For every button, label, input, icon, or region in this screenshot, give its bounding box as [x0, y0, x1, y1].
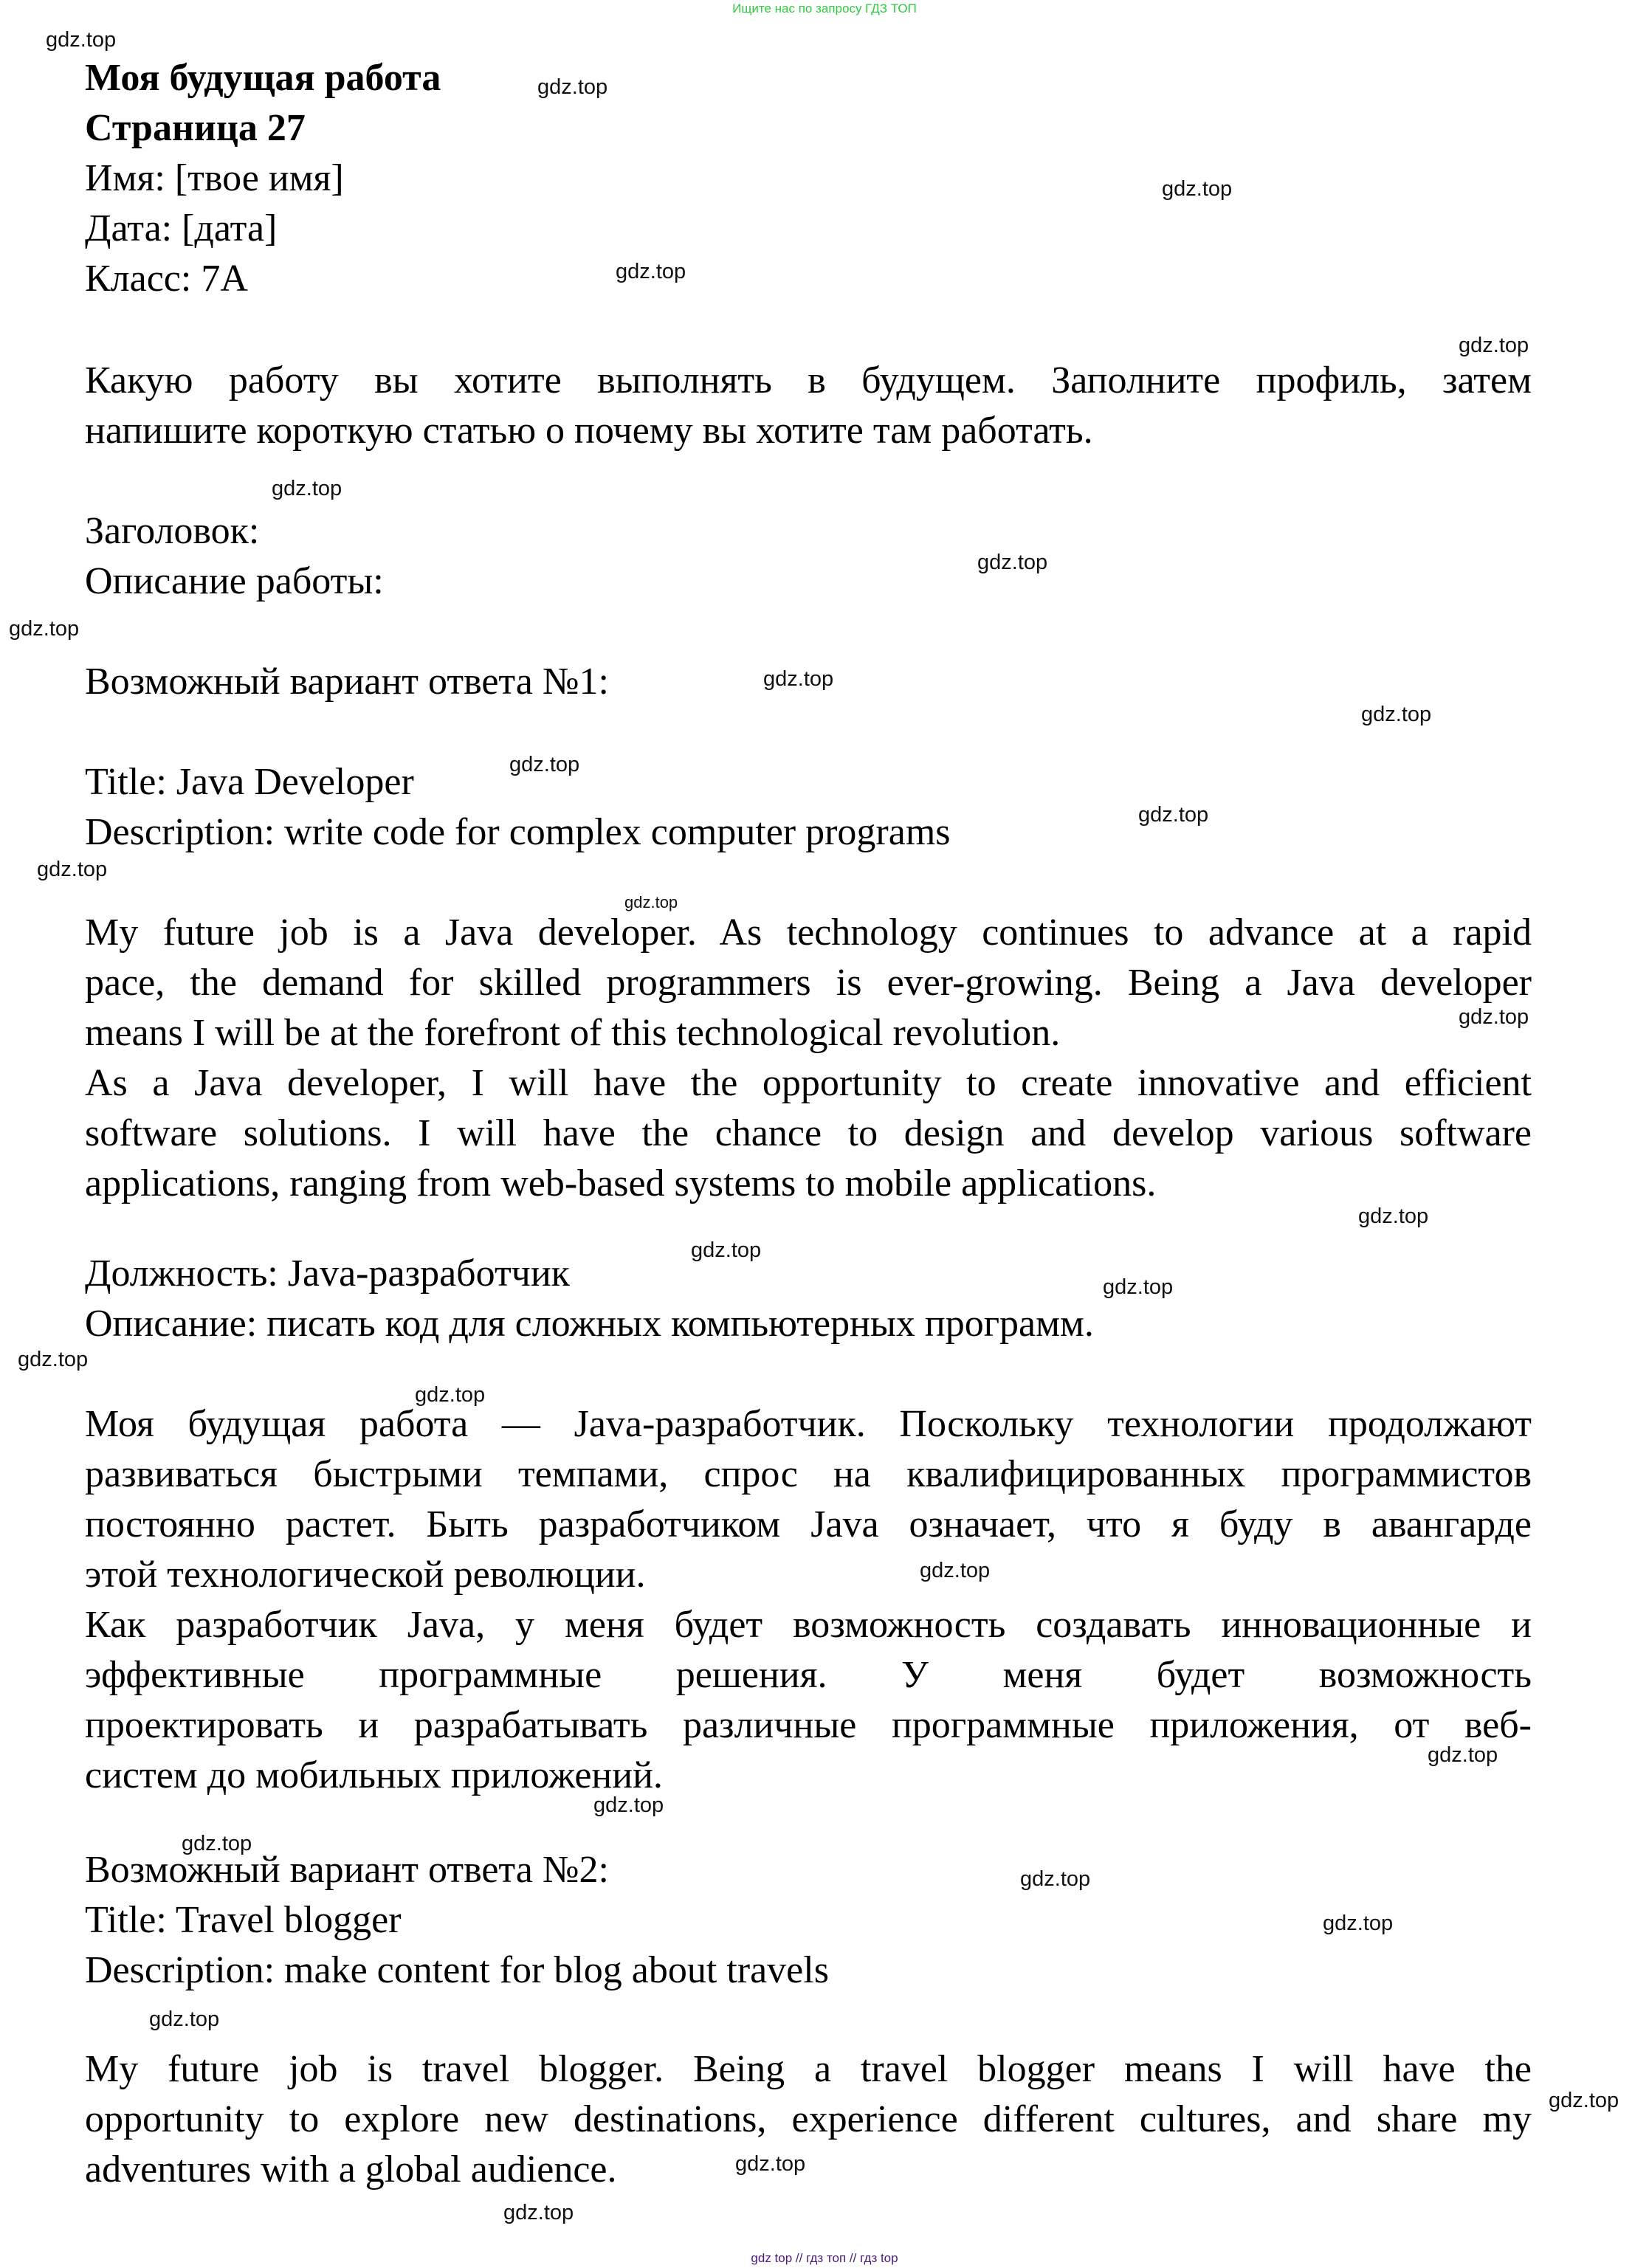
- watermark: gdz.top: [1459, 334, 1529, 357]
- essay-line: pace, the demand for skilled programmers is ever-growing. Being a Java developer: [85, 962, 1532, 1004]
- watermark: gdz.top: [149, 2007, 220, 2031]
- watermark: gdz.top: [1361, 703, 1432, 726]
- watermark: gdz.top: [977, 551, 1048, 574]
- essay-line: opportunity to explore new destinations, experience different cultures, and share my: [85, 2098, 1532, 2140]
- essay-line: систем до мобильных приложений.: [85, 1754, 663, 1796]
- essay-line: As a Java developer, I will have the opportunity to create innovative and efficient: [85, 1062, 1532, 1104]
- watermark: gdz.top: [1138, 803, 1209, 827]
- answer1-essay-ru-paragraph-1: [85, 1399, 1532, 1600]
- essay-line: adventures with a global audience.: [85, 2148, 617, 2191]
- answer1-title-ru: Должность: Java-разработчик: [85, 1252, 570, 1295]
- name-field: Имя: [твое имя]: [85, 157, 344, 199]
- essay-line: развиваться быстрыми темпами, спрос на квалифицированных программистов: [85, 1453, 1532, 1495]
- answer1-essay-en-paragraph-1: [85, 908, 1532, 1058]
- watermark: gdz.top: [182, 1832, 252, 1855]
- watermark: gdz.top: [1549, 2089, 1619, 2112]
- watermark: gdz.top: [503, 2201, 574, 2224]
- essay-line: software solutions. I will have the chance to design and develop various software: [85, 1112, 1532, 1154]
- essay-line: этой технологической революции.: [85, 1554, 646, 1596]
- answer1-title: Title: Java Developer: [85, 761, 414, 803]
- answer1-heading: Возможный вариант ответа №1:: [85, 661, 609, 703]
- form-description-label: Описание работы:: [85, 560, 384, 602]
- watermark: gdz.top: [272, 477, 342, 500]
- class-field: Класс: 7А: [85, 258, 248, 300]
- essay-line: Как разработчик Java, у меня будет возможность создавать инновационные и: [85, 1604, 1532, 1646]
- watermark: gdz.top: [691, 1238, 762, 1262]
- watermark: gdz.top: [624, 893, 678, 911]
- essay-line: постоянно растет. Быть разработчиком Java означает, что я буду в авангарде: [85, 1503, 1532, 1545]
- document-title: Моя будущая работа: [85, 57, 441, 99]
- bottom-banner[interactable]: gdz top // гдз топ // гдз top: [751, 2251, 898, 2265]
- watermark: gdz.top: [46, 28, 117, 52]
- answer1-description-ru: Описание: писать код для сложных компьютерных программ.: [85, 1303, 1094, 1345]
- watermark: gdz.top: [1323, 1912, 1394, 1935]
- task-line: напишите короткую статью о почему вы хотите там работать.: [85, 410, 1093, 452]
- watermark: gdz.top: [1020, 1867, 1091, 1891]
- answer2-title: Title: Travel blogger: [85, 1899, 402, 1941]
- watermark: gdz.top: [1428, 1743, 1498, 1767]
- essay-line: My future job is a Java developer. As technology continues to advance at a rapid: [85, 911, 1532, 954]
- watermark: gdz.top: [763, 667, 834, 691]
- watermark: gdz.top: [509, 753, 580, 776]
- essay-line: проектировать и разрабатывать различные программные приложения, от веб-: [85, 1704, 1532, 1746]
- answer2-heading: Возможный вариант ответа №2:: [85, 1849, 609, 1891]
- task-instruction: [85, 356, 1532, 456]
- watermark: gdz.top: [537, 75, 608, 99]
- watermark: gdz.top: [1162, 177, 1233, 201]
- answer1-essay-en-paragraph-2: [85, 1058, 1532, 1209]
- watermark: gdz.top: [1358, 1204, 1429, 1228]
- essay-line: applications, ranging from web-based systems to mobile applications.: [85, 1162, 1157, 1204]
- form-title-label: Заголовок:: [85, 510, 260, 552]
- watermark: gdz.top: [1459, 1005, 1529, 1029]
- essay-line: means I will be at the forefront of this technological revolution.: [85, 1012, 1061, 1054]
- watermark: gdz.top: [920, 1559, 991, 1582]
- watermark: gdz.top: [18, 1348, 89, 1371]
- watermark: gdz.top: [415, 1383, 486, 1407]
- top-banner[interactable]: Ищите нас по запросу ГДЗ ТОП: [732, 1, 917, 15]
- watermark: gdz.top: [616, 260, 686, 283]
- essay-line: Моя будущая работа — Java-разработчик. Поскольку технологии продолжают: [85, 1403, 1532, 1445]
- essay-line: My future job is travel blogger. Being a travel blogger means I will have the: [85, 2048, 1532, 2090]
- essay-line: эффективные программные решения. У меня будет возможность: [85, 1654, 1532, 1696]
- task-line: Какую работу вы хотите выполнять в будущем. Заполните профиль, затем: [85, 359, 1532, 401]
- date-field: Дата: [дата]: [85, 207, 278, 249]
- answer1-description: Description: write code for complex computer programs: [85, 811, 951, 853]
- page-number: Страница 27: [85, 107, 306, 149]
- watermark: gdz.top: [593, 1793, 664, 1817]
- watermark: gdz.top: [1103, 1275, 1174, 1299]
- watermark: gdz.top: [9, 617, 80, 641]
- answer2-description: Description: make content for blog about travels: [85, 1949, 829, 1991]
- watermark: gdz.top: [735, 2152, 806, 2176]
- answer1-essay-ru-paragraph-2: [85, 1600, 1532, 1801]
- answer2-essay-en: [85, 2044, 1532, 2195]
- watermark: gdz.top: [37, 858, 108, 881]
